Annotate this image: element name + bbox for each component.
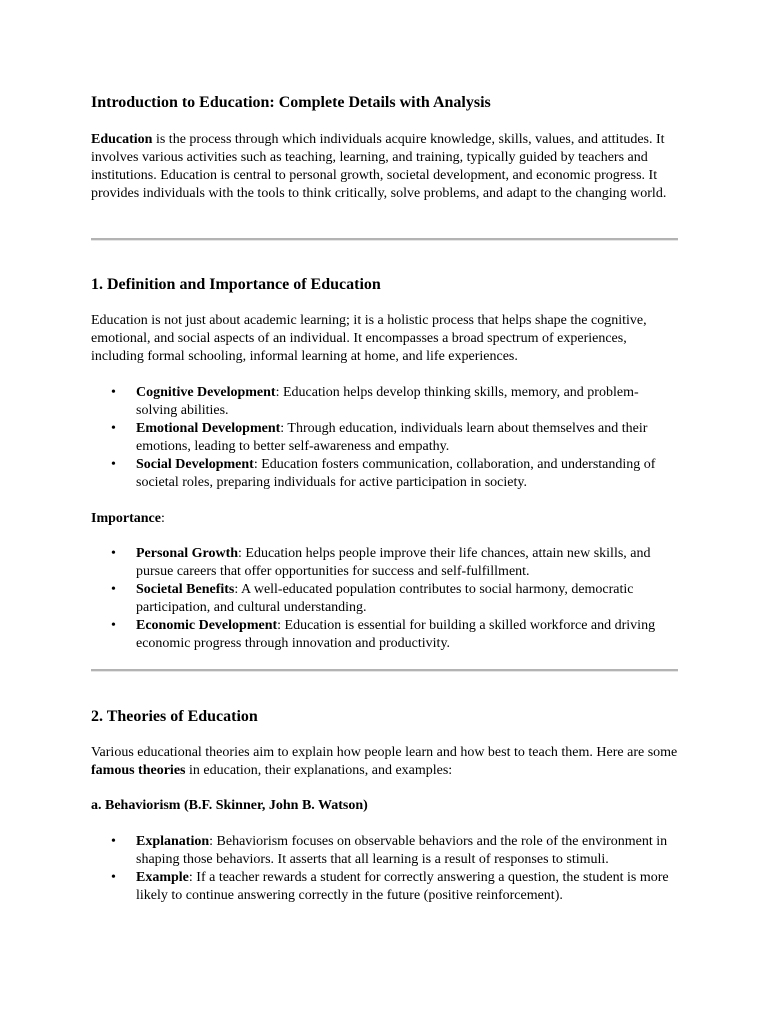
intro-text: is the process through which individuals acquire knowledge, skills, values, and attitudes. It involves various activities such as teaching, learning, and training, typically guided by teachers and institutions. Education is central to personal growth, societal development, and economic progress. It provides individuals with the tools to think critically, solve problems, and adapt to the changing world. (91, 132, 667, 201)
section-2-heading: 2. Theories of Education (91, 708, 258, 725)
list-item (91, 545, 679, 581)
list-item-term: Cognitive Development (136, 385, 276, 400)
importance-list (91, 545, 679, 653)
behaviorism-list (91, 833, 679, 905)
list-item-text: : Through education, individuals learn about themselves and their emotions, leading to better self-awareness and empathy. (136, 421, 648, 454)
list-item-term: Explanation (136, 834, 210, 849)
list-item-term: Personal Growth (136, 546, 239, 561)
section-1-paragraph: Education is not just about academic learning; it is a holistic process that helps shape the cognitive, emotional, and social aspects of an individual. It encompasses a broad spectrum of experiences, including formal schooling, informal learning at home, and life experiences. (91, 313, 647, 364)
intro-paragraph (91, 131, 679, 203)
importance-label (91, 510, 679, 528)
bullet-icon: • (111, 546, 116, 561)
bullet-icon: • (111, 385, 116, 400)
list-item (91, 456, 679, 492)
intro-bold-term: Education (91, 132, 153, 147)
section-2-bold: famous theories (91, 763, 186, 778)
list-item-text: : If a teacher rewards a student for correctly answering a question, the student is more likely to continue answering correctly in the future (positive reinforcement). (136, 870, 669, 903)
list-item-term: Societal Benefits (136, 582, 235, 597)
list-item-text: : Education fosters communication, collaboration, and understanding of societal roles, preparing individuals for active participation in society. (136, 457, 656, 490)
bullet-icon: • (111, 870, 116, 885)
list-item-term: Social Development (136, 457, 254, 472)
section-2-text-a: Various educational theories aim to explain how people learn and how best to teach them. Here are some (91, 745, 678, 760)
section-1-heading: 1. Definition and Importance of Education (91, 276, 381, 293)
importance-label-text: Importance (91, 511, 161, 526)
list-item-text: : Education helps people improve their life chances, attain new skills, and pursue careers that offer opportunities for success and self-fulfillment. (136, 546, 651, 579)
bullet-icon: • (111, 421, 116, 436)
list-item-term: Example (136, 870, 189, 885)
list-item (91, 420, 679, 456)
list-item (91, 384, 679, 420)
list-item (91, 833, 679, 869)
list-item (91, 869, 679, 905)
bullet-icon: • (111, 618, 116, 633)
section-2-paragraph (91, 744, 679, 780)
list-item (91, 581, 679, 617)
list-item-text: : Education helps develop thinking skills, memory, and problem-solving abilities. (136, 385, 639, 418)
bullet-icon: • (111, 834, 116, 849)
subsection-a-heading: a. Behaviorism (B.F. Skinner, John B. Watson) (91, 798, 368, 813)
divider (91, 669, 678, 672)
list-item-text: : A well-educated population contributes to social harmony, democratic participation, and cultural understanding. (136, 582, 634, 615)
list-item (91, 617, 679, 653)
section-2-text-b: in education, their explanations, and examples: (185, 763, 453, 778)
document-title: Introduction to Education: Complete Details with Analysis (91, 94, 491, 111)
list-item-text: : Education is essential for building a skilled workforce and driving economic progress through innovation and productivity. (136, 618, 656, 651)
development-list (91, 384, 679, 492)
bullet-icon: • (111, 582, 116, 597)
importance-colon: : (161, 511, 165, 526)
list-item-term: Emotional Development (136, 421, 281, 436)
list-item-text: : Behaviorism focuses on observable behaviors and the role of the environment in shaping those behaviors. It asserts that all learning is a result of responses to stimuli. (136, 834, 668, 867)
divider (91, 238, 678, 241)
bullet-icon: • (111, 457, 116, 472)
list-item-term: Economic Development (136, 618, 278, 633)
